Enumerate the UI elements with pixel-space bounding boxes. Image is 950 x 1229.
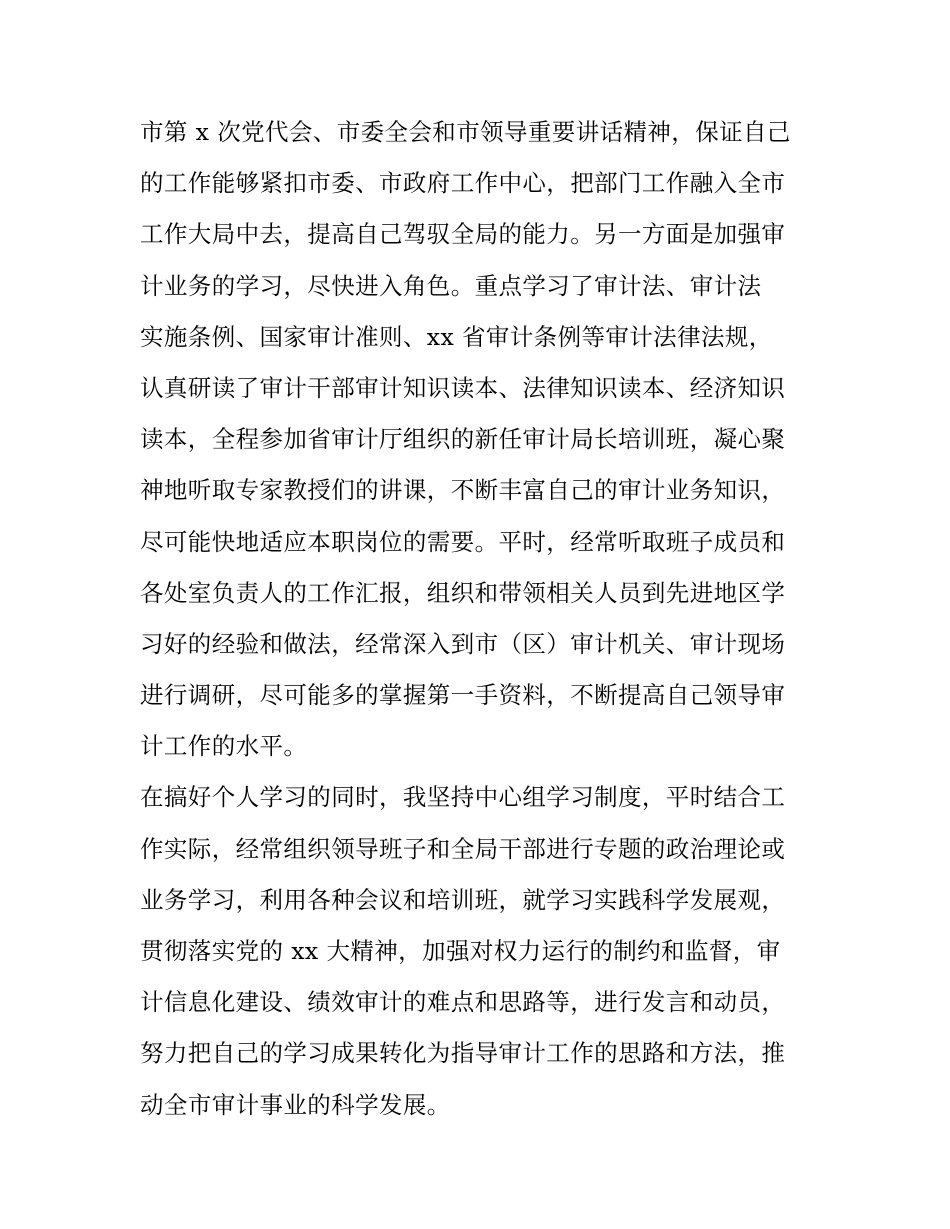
text-line: 业务学习，利用各种会议和培训班，就学习实践科学发展观， (140, 885, 786, 914)
text-line: 读本，全程参加省审计厅组织的新任审计局长培训班，凝心聚 (140, 425, 786, 454)
body-text (140, 107, 820, 1131)
text-line: 计工作的水平。 (140, 732, 308, 761)
text-line: 认真研读了审计干部审计知识读本、法律知识读本、经济知识 (140, 373, 786, 402)
text-line: 计信息化建设、绩效审计的难点和思路等，进行发言和动员， (140, 988, 786, 1017)
text-line: 神地听取专家教授们的讲课，不断丰富自己的审计业务知识， (140, 476, 786, 505)
text-line: 计业务的学习，尽快进入角色。重点学习了审计法、审计法 (140, 271, 762, 300)
text-line: 尽可能快地适应本职岗位的需要。平时，经常听取班子成员和 (140, 527, 786, 556)
text-line: 贯彻落实党的 xx 大精神，加强对权力运行的制约和监督，审 (140, 937, 781, 965)
text-line: 作实际，经常组织领导班子和全局干部进行专题的政治理论或 (140, 834, 786, 863)
text-line: 市第 x 次党代会、市委全会和市领导重要讲话精神，保证自己 (140, 118, 791, 146)
text-line: 进行调研，尽可能多的掌握第一手资料，不断提高自己领导审 (140, 681, 786, 710)
text-line: 各处室负责人的工作汇报，组织和带领相关人员到先进地区学 (140, 578, 786, 607)
text-line: 努力把自己的学习成果转化为指导审计工作的思路和方法，推 (140, 1039, 786, 1068)
text-line: 在搞好个人学习的同时，我坚持中心组学习制度，平时结合工 (140, 783, 786, 812)
text-line: 工作大局中去，提高自己驾驭全局的能力。另一方面是加强审 (140, 220, 786, 249)
text-line: 实施条例、国家审计准则、xx 省审计条例等审计法律法规， (140, 322, 773, 351)
text-line: 习好的经验和做法，经常深入到市（区）审计机关、审计现场 (140, 629, 786, 658)
text-line: 动全市审计事业的科学发展。 (140, 1090, 451, 1119)
text-line: 的工作能够紧扣市委、市政府工作中心，把部门工作融入全市 (140, 169, 786, 198)
